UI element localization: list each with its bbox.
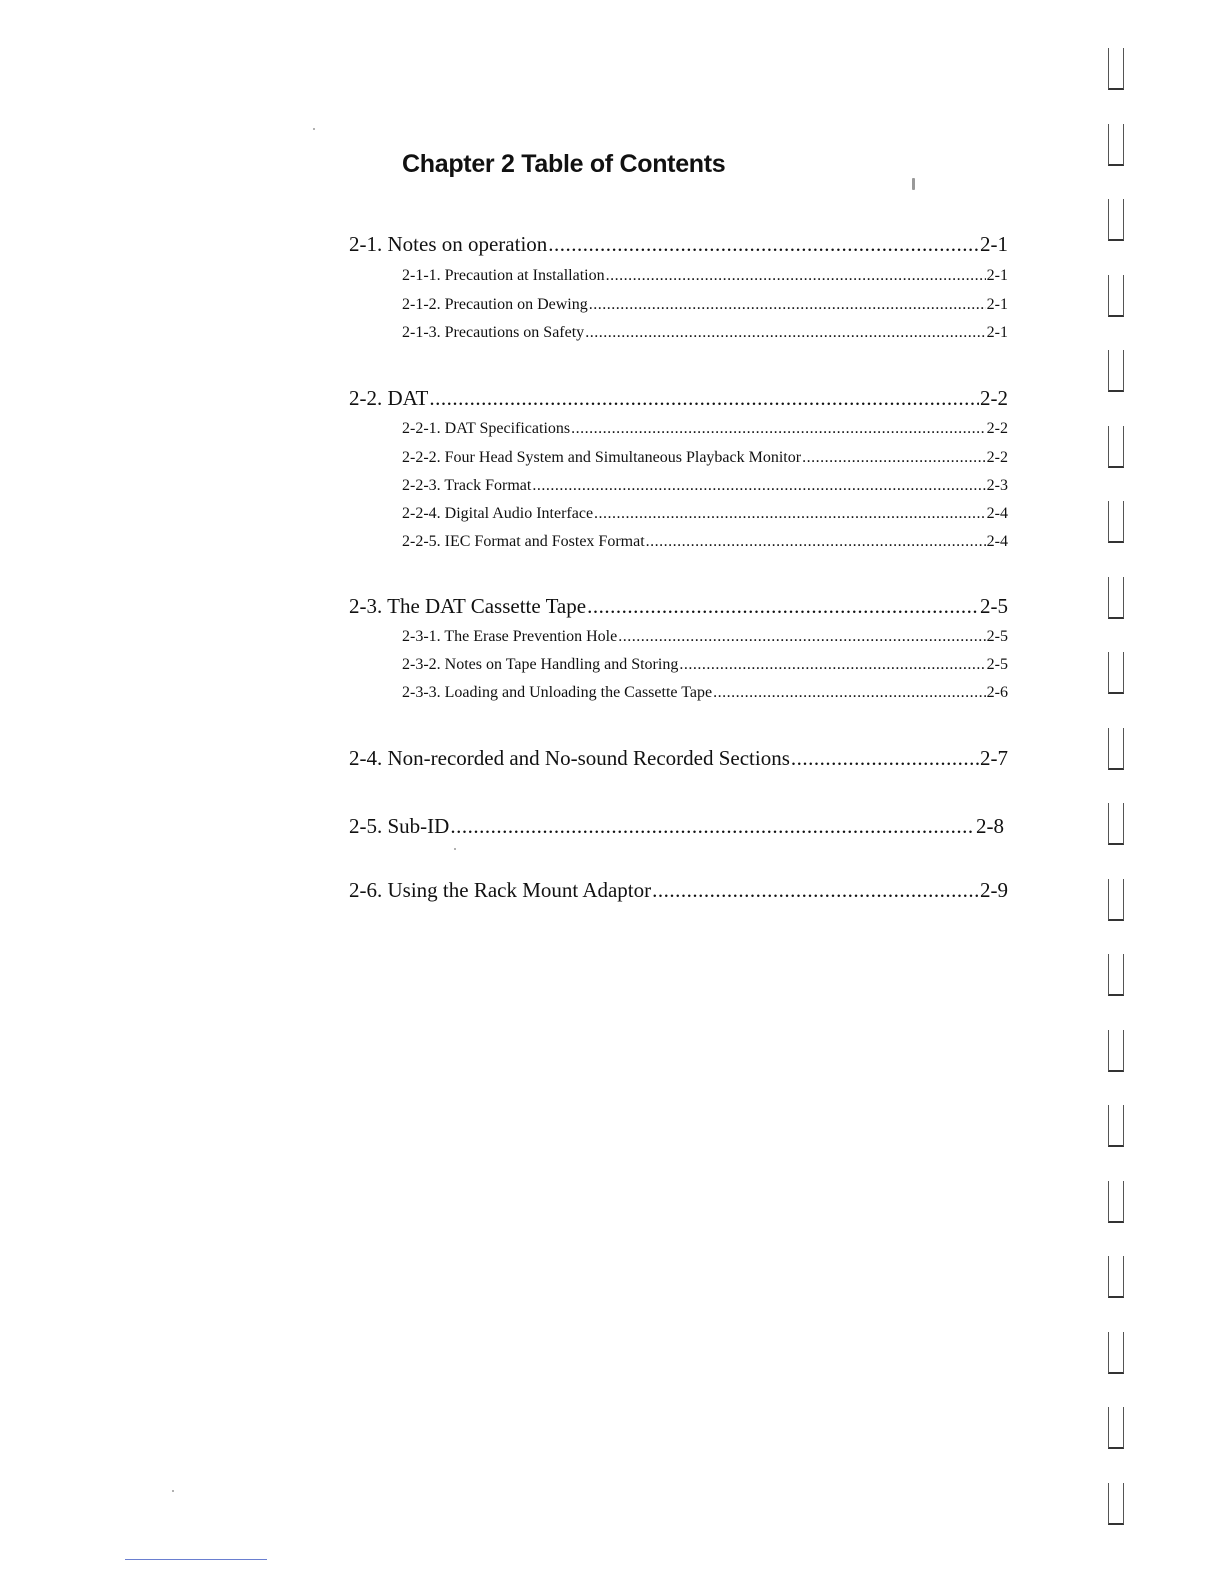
toc-item-label: 2-3-3. Loading and Unloading the Cassette Tape	[402, 684, 713, 701]
binder-hole	[1108, 1407, 1124, 1449]
toc-leader-dots	[571, 420, 986, 438]
toc-item-label: 2-2-1. DAT Specifications	[402, 420, 571, 437]
page-title: Chapter 2 Table of Contents	[402, 150, 726, 178]
binder-hole	[1108, 199, 1124, 241]
binder-hole	[1108, 728, 1124, 770]
toc-page-number: 2-4	[986, 505, 1008, 522]
toc-page-number: 2-1	[986, 324, 1008, 341]
toc-item-label: 2-3-1. The Erase Prevention Hole	[402, 628, 618, 645]
toc-leader-dots	[548, 232, 979, 257]
toc-leader-dots	[594, 505, 986, 523]
toc-leader-dots	[450, 814, 975, 839]
toc-item-2-3-1	[402, 628, 1008, 646]
toc-item-label: 2-2-4. Digital Audio Interface	[402, 505, 594, 522]
toc-item-2-1-1	[402, 267, 1008, 285]
toc-section-label: 2-4. Non-recorded and No-sound Recorded Sections	[349, 746, 790, 770]
binder-hole	[1108, 1332, 1124, 1374]
toc-leader-dots	[713, 684, 986, 702]
toc-page-number: 2-1	[980, 232, 1008, 256]
toc-item-2-2-2	[402, 449, 1008, 467]
toc-leader-dots	[646, 533, 986, 551]
toc-section-2-4	[349, 746, 1008, 771]
toc-leader-dots	[532, 477, 985, 495]
toc-item-label: 2-1-2. Precaution on Dewing	[402, 296, 588, 313]
toc-section-label: 2-1. Notes on operation	[349, 232, 548, 256]
toc-page-number: 2-2	[980, 386, 1008, 410]
binder-hole	[1108, 652, 1124, 694]
toc-page-number: 2-9	[980, 878, 1008, 902]
toc-section-2-3	[349, 594, 1008, 619]
toc-item-label: 2-2-3. Track Format	[402, 477, 532, 494]
toc-item-label: 2-1-1. Precaution at Installation	[402, 267, 605, 284]
toc-item-2-3-3	[402, 684, 1008, 702]
toc-section-label: 2-2. DAT	[349, 386, 429, 410]
binder-hole	[1108, 501, 1124, 543]
toc-item-label: 2-3-2. Notes on Tape Handling and Storing	[402, 656, 679, 673]
toc-page-number: 2-4	[986, 533, 1008, 550]
toc-page-number: 2-8	[976, 814, 1004, 838]
toc-item-2-1-3	[402, 324, 1008, 342]
toc-section-2-2	[349, 386, 1008, 411]
binder-hole	[1108, 879, 1124, 921]
scan-speck	[172, 1490, 174, 1492]
binder-hole	[1108, 426, 1124, 468]
toc-item-label: 2-2-5. IEC Format and Fostex Format	[402, 533, 645, 550]
toc-item-2-2-5	[402, 533, 1008, 551]
toc-section-2-1	[349, 232, 1008, 257]
binder-hole	[1108, 48, 1124, 90]
toc-item-2-2-4	[402, 505, 1008, 523]
toc-page-number: 2-6	[986, 684, 1008, 701]
toc-section-label: 2-5. Sub-ID	[349, 814, 450, 838]
binder-hole	[1108, 954, 1124, 996]
toc-item-label: 2-2-2. Four Head System and Simultaneous Playback Monitor	[402, 449, 802, 466]
scan-speck	[454, 848, 456, 850]
binder-hole	[1108, 577, 1124, 619]
toc-leader-dots	[618, 628, 985, 646]
toc-page-number: 2-1	[986, 267, 1008, 284]
toc-page-number: 2-5	[980, 594, 1008, 618]
toc-item-2-2-1	[402, 420, 1008, 438]
toc-section-label: 2-3. The DAT Cassette Tape	[349, 594, 587, 618]
toc-page-number: 2-2	[986, 449, 1008, 466]
toc-page-number: 2-5	[986, 628, 1008, 645]
toc-page-number: 2-7	[980, 746, 1008, 770]
toc-leader-dots	[679, 656, 985, 674]
toc-leader-dots	[791, 746, 979, 771]
toc-page-number: 2-5	[986, 656, 1008, 673]
binder-hole	[1108, 1256, 1124, 1298]
binder-hole	[1108, 1105, 1124, 1147]
toc-leader-dots	[606, 267, 986, 285]
toc-section-2-6	[349, 878, 1008, 903]
binder-hole	[1108, 275, 1124, 317]
toc-leader-dots	[429, 386, 979, 411]
binder-hole	[1108, 803, 1124, 845]
toc-page-number: 2-1	[986, 296, 1008, 313]
toc-leader-dots	[589, 296, 986, 314]
toc-item-2-1-2	[402, 296, 1008, 314]
toc-leader-dots	[652, 878, 979, 903]
binder-hole	[1108, 1483, 1124, 1525]
toc-section-label: 2-6. Using the Rack Mount Adaptor	[349, 878, 652, 902]
scan-speck	[313, 128, 315, 130]
toc-leader-dots	[802, 449, 986, 467]
binder-hole	[1108, 1030, 1124, 1072]
toc-item-2-2-3	[402, 477, 1008, 495]
toc-item-2-3-2	[402, 656, 1008, 674]
toc-page-number: 2-3	[986, 477, 1008, 494]
footer-rule	[125, 1559, 267, 1560]
toc-page-number: 2-2	[986, 420, 1008, 437]
toc-leader-dots	[587, 594, 979, 619]
toc-section-2-5	[349, 814, 1004, 839]
binder-hole	[1108, 124, 1124, 166]
toc-item-label: 2-1-3. Precautions on Safety	[402, 324, 585, 341]
scan-speck	[912, 178, 915, 190]
toc-leader-dots	[585, 324, 985, 342]
binder-hole	[1108, 350, 1124, 392]
binder-hole	[1108, 1181, 1124, 1223]
